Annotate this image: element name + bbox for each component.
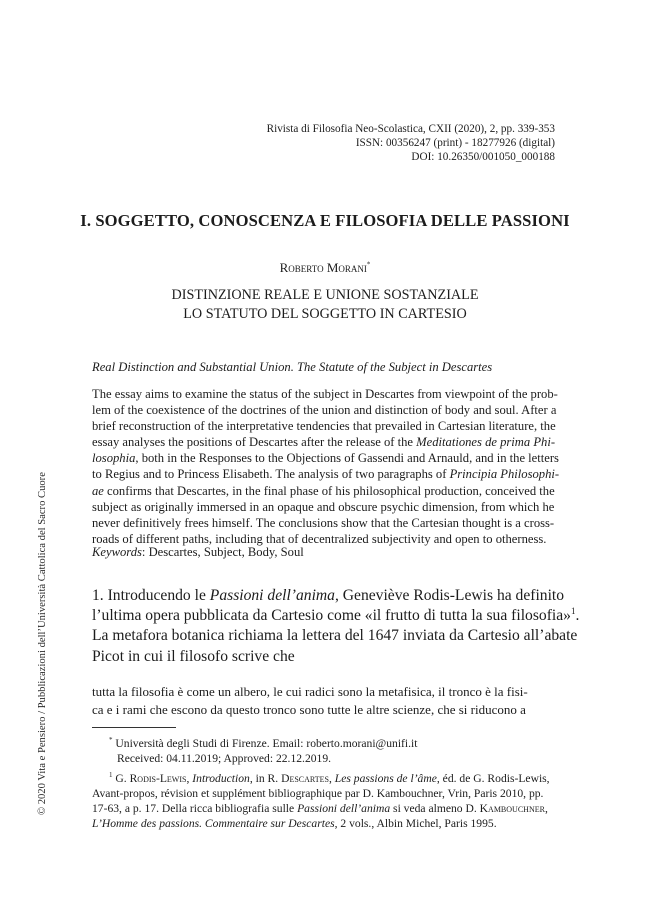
body-paragraph (92, 586, 580, 667)
footnote-ref[interactable]: 1 (570, 606, 576, 617)
body-text: . (575, 607, 580, 625)
keywords-separator: : (141, 545, 149, 559)
abstract-work-title: Meditationes de prima Phi- (416, 435, 556, 450)
author-name: Roberto Morani (279, 260, 367, 275)
footnote-text: G. (112, 772, 130, 785)
footnote-author-name: Descartes (281, 772, 329, 785)
doi-line: DOI: 10.26350/001050_000188 (411, 151, 555, 163)
abstract-line (92, 466, 568, 482)
footnote-work-title: Les passions de l’âme (334, 772, 437, 785)
footnote-author-name: Kambouchner (479, 802, 545, 815)
body-text: l’ultima opera pubblicata da Cartesio come «il frutto di tutta la sua filosofia» (92, 607, 571, 625)
footnote-text: , in R. (249, 772, 282, 785)
abstract-line: lem of the coexistence of the doctrines of the union and distinction of body and soul. After a (92, 403, 557, 418)
body-line (92, 606, 580, 626)
body-line: Picot in cui il filosofo scrive che (92, 647, 295, 665)
section-title: I. SOGGETTO, CONOSCENZA E FILOSOFIA DELLE PASSIONI (80, 211, 570, 230)
abstract-line (92, 483, 568, 499)
footnote-line (92, 771, 568, 786)
footnote-line: Avant-propos, révision et supplément bibliographique par D. Kambouchner, Vrin, Paris 2010, pp. (92, 787, 544, 800)
keywords-values: Descartes, Subject, Body, Soul (148, 545, 304, 559)
quote-line: tutta la filosofia è come un albero, le cui radici sono la metafisica, il tronco è la fisi- (92, 684, 528, 699)
author-footnote-mark: * (366, 260, 371, 269)
abstract-line (92, 450, 568, 466)
keywords (92, 545, 304, 560)
abstract-line: roads of different paths, including that of decentralized subjectivity and open to otherness. (92, 531, 547, 546)
footnote-work-title: Passioni dell’anima (297, 802, 391, 815)
keywords-label: Keywords (92, 545, 142, 559)
abstract-title: Real Distinction and Substantial Union. The Statute of the Subject in Descartes (92, 360, 493, 374)
abstract-work-title: losophia (92, 451, 136, 466)
article-title-line-2: LO STATUTO DEL SOGGETTO IN CARTESIO (183, 306, 467, 322)
footnote-mark: * (109, 736, 113, 745)
footnote-text: , éd. de G. Rodis-Lewis, (436, 772, 550, 785)
journal-citation: Rivista di Filosofia Neo-Scolastica, CXII (2020), 2, pp. 339-353 (266, 123, 555, 135)
abstract (92, 386, 568, 547)
abstract-work-title: Principia Philosophi- (449, 467, 560, 482)
footnote-divider (92, 727, 176, 728)
author-line (0, 260, 650, 276)
footnote-text: , (186, 772, 193, 785)
issn-line: ISSN: 00356247 (print) - 18277926 (digital) (355, 137, 555, 149)
abstract-text: confirms that Descartes, in the final phase of his philosophical production, conceived the (103, 483, 555, 498)
footnote-text: , 2 vols., Albin Michel, Paris 1995. (334, 817, 497, 830)
footnote-author-name: Rodis-Lewis (129, 772, 187, 785)
block-quote (92, 683, 568, 718)
body-work-title: Passioni dell’anima (209, 587, 335, 604)
footnote-line: Received: 04.11.2019; Approved: 22.12.2019. (117, 752, 332, 765)
footnote-work-title: L’Homme des passions. Commentaire sur Descartes (92, 817, 335, 830)
journal-header (267, 122, 555, 164)
abstract-work-title: ae (92, 483, 104, 498)
abstract-line: The essay aims to examine the status of the subject in Descartes from viewpoint of the prob- (92, 387, 558, 401)
abstract-line: never definitively frees himself. The conclusions show that the Cartesian thought is a cross- (92, 515, 555, 530)
footnote-line (92, 816, 568, 831)
footnote-author (109, 736, 417, 766)
footnote-text: , (328, 772, 335, 785)
footnote-mark: 1 (109, 771, 113, 780)
footnote-text: si veda almeno D. (390, 802, 480, 815)
body-text: , Geneviève Rodis-Lewis ha definito (334, 587, 565, 604)
article-title-line-1: DISTINZIONE REALE E UNIONE SOSTANZIALE (171, 287, 479, 303)
copyright-side-note: © 2020 Vita e Pensiero / Pubblicazioni dell’Università Cattolica del Sacro Cuore (37, 472, 48, 815)
abstract-text: , both in the Responses to the Objections of Gassendi and Arnauld, and in the letters (135, 451, 559, 466)
abstract-text: essay analyses the positions of Descartes after the release of the (92, 435, 417, 450)
footnote-line (109, 736, 417, 751)
body-line: La metafora botanica richiama la lettera del 1647 inviata da Cartesio all’abate (92, 627, 578, 645)
abstract-line (92, 434, 568, 450)
article-title (0, 286, 650, 324)
abstract-line: brief reconstruction of the interpretative tendencies that prevailed in Cartesian literature, the (92, 419, 556, 434)
body-line (92, 586, 568, 606)
abstract-line: subject as originally immersed in an opaque and obscure psychic dimension, from which he (92, 499, 555, 514)
footnote-1 (92, 771, 568, 831)
abstract-text: to Regius and to Princess Elisabeth. The analysis of two paragraphs of (92, 467, 450, 482)
footnote-text: Università degli Studi di Firenze. Email: roberto.morani@unifi.it (112, 737, 418, 750)
quote-line: ca e i rami che escono da questo tronco sono tutte le altre scienze, che si riducono a (92, 701, 526, 717)
footnote-work-title: Introduction (192, 772, 250, 785)
footnote-text: 17-63, a p. 17. Della ricca bibliografia sulle (92, 802, 298, 815)
body-text: 1. Introducendo le (92, 587, 210, 604)
footnote-text: , (544, 802, 548, 815)
footnote-line (92, 801, 568, 816)
